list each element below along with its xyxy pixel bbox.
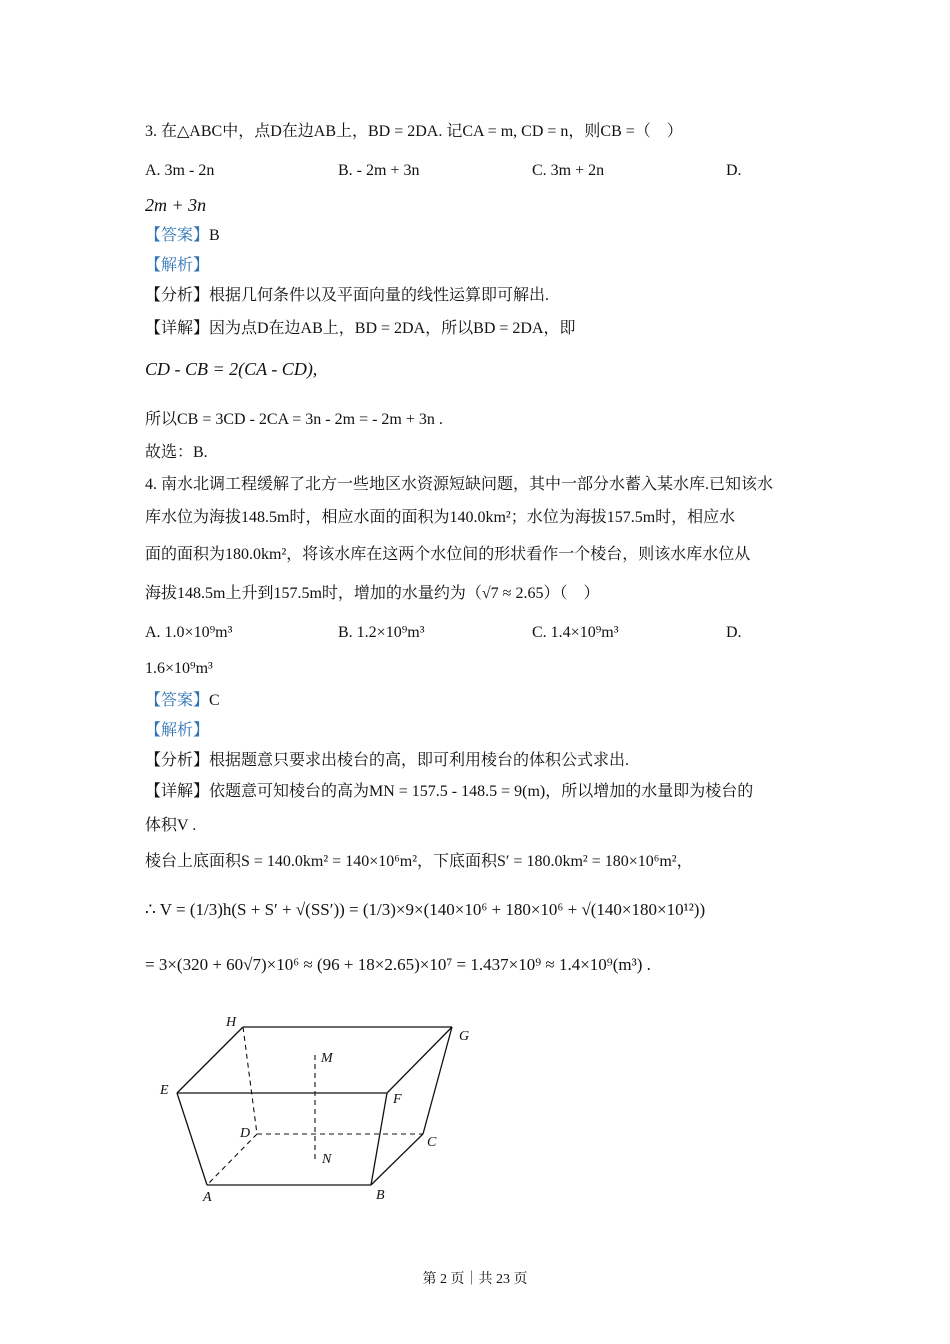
label-m: M	[321, 1051, 333, 1066]
q4-option-d: D.	[726, 624, 742, 641]
q3-fenxi: 【分析】根据几何条件以及平面向量的线性运算即可解出.	[145, 287, 550, 304]
q3-eq1: CD - CB = 2(CA - CD),	[145, 359, 318, 379]
q3-xiangjie: 【详解】因为点D在边AB上，BD = 2DA，所以BD = 2DA，即	[145, 320, 576, 337]
q3-option-b: B. - 2m + 3n	[338, 162, 420, 179]
label-g: G	[459, 1029, 470, 1044]
q4-xiangjie: 【详解】依题意可知棱台的高为MN = 157.5 - 148.5 = 9(m)，所以增加的水量即为棱台的	[145, 783, 754, 800]
q4-areas: 棱台上底面积S = 140.0km² = 140×10⁶m²，下底面积S′ = 180.0km² = 180×10⁶m²，	[145, 853, 693, 870]
q4-eq2: = 3×(320 + 60√7)×10⁶ ≈ (96 + 18×2.65)×10⁷ = 1.437×10⁹ ≈ 1.4×10⁹(m³) .	[145, 955, 651, 974]
q4-option-c: C. 1.4×10⁹m³	[532, 624, 619, 641]
label-h: H	[226, 1015, 237, 1030]
q3-option-d-value: 2m + 3n	[145, 195, 207, 215]
q3-answer	[145, 226, 220, 246]
frustum-figure	[150, 1005, 490, 1205]
label-f: F	[393, 1092, 402, 1107]
q3-stem: 3. 在△ABC中，点D在边AB上，BD = 2DA. 记CA = m, CD = n，则CB =（ ）	[145, 123, 683, 140]
q4-analysis-label: 【解析】	[145, 722, 210, 739]
q4-xiangjie: 体积V .	[145, 817, 197, 834]
q4-answer	[145, 691, 220, 711]
q4-option-a: A. 1.0×10⁹m³	[145, 624, 233, 641]
answer-label: 【答案】	[145, 227, 210, 244]
q4-option-d-value: 1.6×10⁹m³	[145, 660, 213, 677]
label-c: C	[427, 1135, 437, 1150]
q3-eq2: 所以CB = 3CD - 2CA = 3n - 2m = - 2m + 3n .	[145, 411, 443, 428]
q4-stem-line: 面的面积为180.0km²，将该水库在这两个水位间的形状看作一个棱台，则该水库水位从	[145, 546, 751, 563]
edge-hd	[243, 1027, 257, 1134]
edge-da	[207, 1134, 257, 1185]
page-footer: 第 2 页｜共 23 页	[422, 1272, 528, 1287]
answer-label: 【答案】	[145, 692, 210, 709]
label-n: N	[322, 1152, 332, 1167]
edge-gc	[423, 1027, 452, 1134]
label-d: D	[240, 1126, 251, 1141]
edge-eh	[177, 1027, 243, 1093]
q4-stem-line: 库水位为海拔148.5m时，相应水面的面积为140.0km²；水位为海拔157.5m时，相应水	[145, 509, 736, 526]
answer-value: C	[209, 692, 220, 709]
q3-option-c: C. 3m + 2n	[532, 162, 605, 179]
q4-eq1: ∴ V = (1/3)h(S + S′ + √(SS′)) = (1/3)×9×(140×10⁶ + 180×10⁶ + √(140×180×10¹²))	[145, 900, 706, 919]
q4-fenxi: 【分析】根据题意只要求出棱台的高，即可利用棱台的体积公式求出.	[145, 752, 630, 769]
label-b: B	[376, 1188, 385, 1203]
label-a: A	[203, 1190, 212, 1205]
q3-option-d: D.	[726, 162, 742, 179]
q3-option-a: A. 3m - 2n	[145, 162, 215, 179]
answer-value: B	[209, 227, 220, 244]
q3-analysis-label: 【解析】	[145, 257, 210, 274]
q3-conclusion: 故选：B.	[145, 444, 208, 461]
edge-fg	[387, 1027, 452, 1093]
q4-stem-line: 海拔148.5m上升到157.5m时，增加的水量约为（√7 ≈ 2.65）（ ）	[145, 585, 600, 602]
q4-option-b: B. 1.2×10⁹m³	[338, 624, 425, 641]
q4-stem-line: 4. 南水北调工程缓解了北方一些地区水资源短缺问题，其中一部分水蓄入某水库.已知该水	[145, 476, 774, 493]
edge-ea	[177, 1093, 207, 1185]
label-e: E	[160, 1083, 169, 1098]
